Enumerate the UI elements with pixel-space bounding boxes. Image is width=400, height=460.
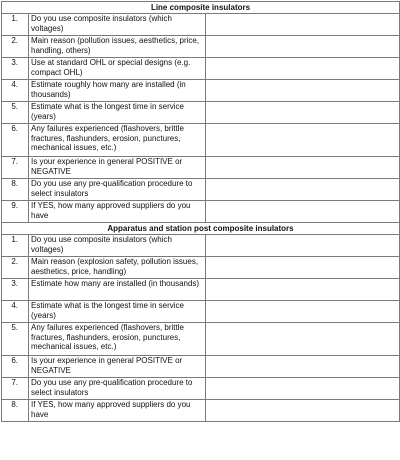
question-text: Estimate what is the longest time in service (years) bbox=[29, 102, 206, 124]
question-number: 2. bbox=[2, 36, 29, 58]
question-text: Any failures experienced (flashovers, brittle fractures, flashunders, erosion, punctures, mechanical issues, etc.) bbox=[29, 323, 206, 356]
answer-cell[interactable] bbox=[206, 102, 400, 124]
question-number: 9. bbox=[2, 201, 29, 223]
table-row bbox=[2, 400, 400, 422]
question-text: Is your experience in general POSITIVE or NEGATIVE bbox=[29, 157, 206, 179]
table-row bbox=[2, 323, 400, 356]
question-text: Do you use any pre-qualification procedure to select insulators bbox=[29, 179, 206, 201]
question-number: 3. bbox=[2, 279, 29, 301]
answer-cell[interactable] bbox=[206, 257, 400, 279]
question-number: 7. bbox=[2, 378, 29, 400]
answer-cell[interactable] bbox=[206, 400, 400, 422]
question-text: Estimate what is the longest time in service (years) bbox=[29, 301, 206, 323]
question-text: Do you use any pre-qualification procedure to select insulators bbox=[29, 378, 206, 400]
section-header-row bbox=[2, 2, 400, 14]
question-number: 6. bbox=[2, 124, 29, 157]
question-number: 8. bbox=[2, 400, 29, 422]
question-text: Estimate how many are installed (in thousands) bbox=[29, 279, 206, 301]
answer-cell[interactable] bbox=[206, 124, 400, 157]
question-text: Main reason (explosion safety, pollution issues, aesthetics, price, handling) bbox=[29, 257, 206, 279]
question-number: 4. bbox=[2, 301, 29, 323]
question-number: 5. bbox=[2, 323, 29, 356]
answer-cell[interactable] bbox=[206, 58, 400, 80]
question-text: If YES, how many approved suppliers do you have bbox=[29, 201, 206, 223]
answer-cell[interactable] bbox=[206, 378, 400, 400]
answer-cell[interactable] bbox=[206, 201, 400, 223]
question-number: 1. bbox=[2, 235, 29, 257]
section-title-apparatus: Apparatus and station post composite insulators bbox=[2, 223, 400, 235]
question-number: 4. bbox=[2, 80, 29, 102]
question-text: Main reason (pollution issues, aesthetics, price, handling, others) bbox=[29, 36, 206, 58]
answer-cell[interactable] bbox=[206, 157, 400, 179]
question-number: 8. bbox=[2, 179, 29, 201]
answer-cell[interactable] bbox=[206, 323, 400, 356]
section-header-row bbox=[2, 223, 400, 235]
table-row bbox=[2, 235, 400, 257]
table-row bbox=[2, 102, 400, 124]
question-number: 6. bbox=[2, 356, 29, 378]
table-row bbox=[2, 58, 400, 80]
question-text: Is your experience in general POSITIVE or NEGATIVE bbox=[29, 356, 206, 378]
answer-cell[interactable] bbox=[206, 14, 400, 36]
table-row bbox=[2, 257, 400, 279]
question-number: 3. bbox=[2, 58, 29, 80]
question-text: Do you use composite insulators (which voltages) bbox=[29, 14, 206, 36]
table-row bbox=[2, 157, 400, 179]
question-text: Use at standard OHL or special designs (e.g. compact OHL) bbox=[29, 58, 206, 80]
questionnaire-table bbox=[1, 1, 400, 422]
questionnaire-sheet bbox=[1, 1, 399, 459]
table-row bbox=[2, 14, 400, 36]
answer-cell[interactable] bbox=[206, 80, 400, 102]
section-title-line: Line composite insulators bbox=[2, 2, 400, 14]
table-row bbox=[2, 124, 400, 157]
table-row bbox=[2, 179, 400, 201]
answer-cell[interactable] bbox=[206, 279, 400, 301]
table-row bbox=[2, 36, 400, 58]
question-text: Do you use composite insulators (which voltages) bbox=[29, 235, 206, 257]
question-number: 2. bbox=[2, 257, 29, 279]
question-text: If YES, how many approved suppliers do you have bbox=[29, 400, 206, 422]
question-number: 1. bbox=[2, 14, 29, 36]
answer-cell[interactable] bbox=[206, 301, 400, 323]
table-row bbox=[2, 301, 400, 323]
table-row bbox=[2, 80, 400, 102]
question-number: 5. bbox=[2, 102, 29, 124]
table-row bbox=[2, 356, 400, 378]
table-row bbox=[2, 378, 400, 400]
question-number: 7. bbox=[2, 157, 29, 179]
answer-cell[interactable] bbox=[206, 179, 400, 201]
table-row bbox=[2, 201, 400, 223]
answer-cell[interactable] bbox=[206, 356, 400, 378]
question-text: Any failures experienced (flashovers, brittle fractures, flashunders, erosion, punctures, mechanical issues, etc.) bbox=[29, 124, 206, 157]
question-text: Estimate roughly how many are installed (in thousands) bbox=[29, 80, 206, 102]
table-row bbox=[2, 279, 400, 301]
answer-cell[interactable] bbox=[206, 36, 400, 58]
answer-cell[interactable] bbox=[206, 235, 400, 257]
